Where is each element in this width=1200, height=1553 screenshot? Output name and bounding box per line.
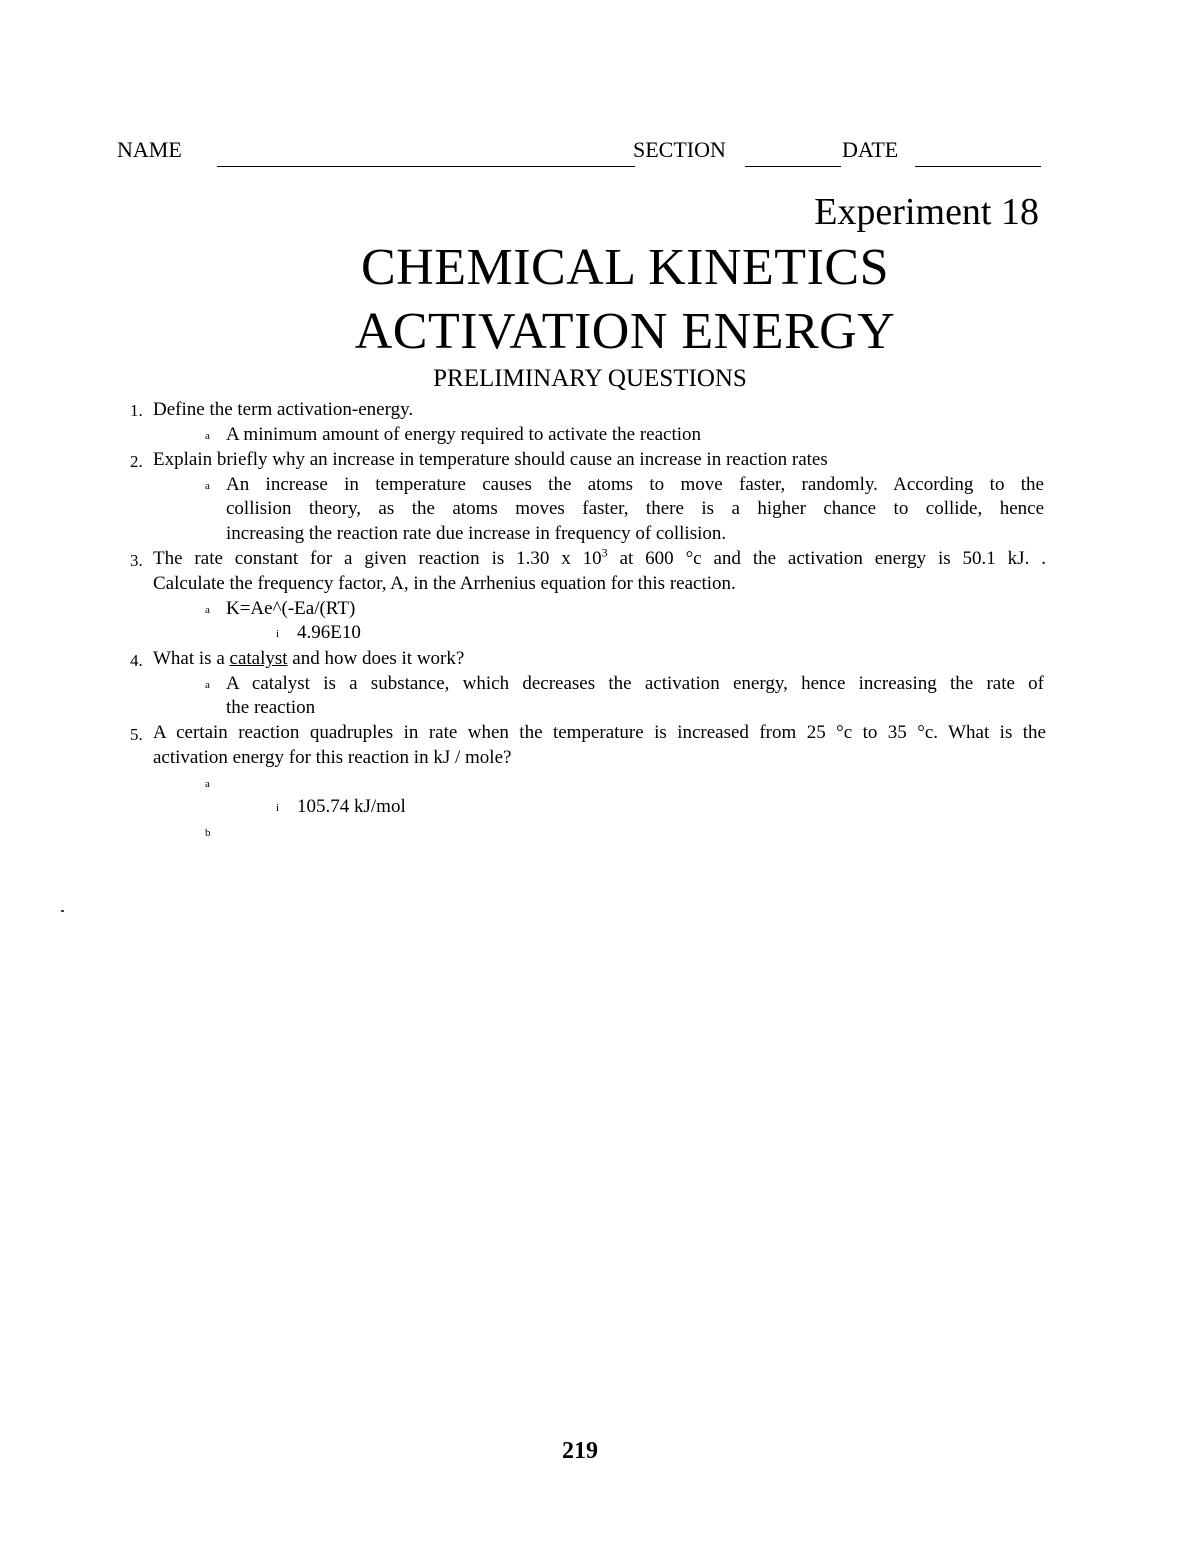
answer-text: K=Ae^(-Ea/(RT) — [226, 598, 356, 619]
subanswer-text: 105.74 kJ/mol — [297, 796, 406, 817]
question-text-part: What is a — [153, 648, 230, 669]
question-text-part: The rate constant for a given reaction is 1.30 x 10 — [153, 548, 602, 569]
section-field[interactable] — [745, 166, 841, 167]
subanswer-text: 4.96E10 — [297, 622, 361, 643]
question-number: 4. — [130, 651, 143, 670]
answer-text: An increase in temperature causes the atoms to move faster, randomly. According to the — [226, 474, 1044, 495]
question-number: 1. — [130, 401, 143, 420]
answer-text: increasing the reaction rate due increase in frequency of collision. — [226, 523, 727, 544]
question-text: A certain reaction quadruples in rate when the temperature is increased from 25 °c to 35 °c. What is the — [153, 722, 1046, 743]
section-label: SECTION — [633, 137, 726, 162]
subanswer-marker: i — [276, 628, 280, 640]
page-title-line2: ACTIVATION ENERGY — [354, 303, 896, 360]
question-number: 2. — [130, 452, 143, 471]
name-field[interactable] — [217, 166, 635, 167]
answer-marker: a — [205, 430, 210, 442]
section-heading: PRELIMINARY QUESTIONS — [433, 365, 747, 392]
answer-marker: b — [205, 827, 211, 839]
date-label: DATE — [842, 137, 899, 162]
answer-marker: a — [205, 604, 210, 616]
subanswer-marker: i — [276, 802, 280, 814]
question-text: Define the term activation-energy. — [153, 399, 414, 420]
question-number: 5. — [130, 725, 143, 744]
answer-text: the reaction — [226, 697, 316, 718]
question-text: activation energy for this reaction in kJ / mole? — [153, 747, 512, 768]
date-field[interactable] — [915, 166, 1041, 167]
question-text — [153, 545, 1046, 570]
underlined-term: catalyst — [229, 648, 288, 669]
stray-mark — [61, 910, 64, 912]
question-text: Calculate the frequency factor, A, in the Arrhenius equation for this reaction. — [153, 573, 736, 594]
answer-text: collision theory, as the atoms moves faster, there is a higher chance to collide, hence — [226, 498, 1044, 519]
question-number: 3. — [130, 551, 143, 570]
question-text-part: at 600 °c and the activation energy is 50.1 kJ. . — [607, 548, 1046, 569]
name-label: NAME — [117, 137, 182, 162]
answer-marker: a — [205, 679, 210, 691]
answer-marker: a — [205, 480, 210, 492]
page-number: 219 — [562, 1438, 598, 1464]
answer-marker: a — [205, 778, 210, 790]
experiment-number: Experiment 18 — [814, 191, 1039, 233]
exponent: 3 — [601, 545, 608, 560]
question-text: Explain briefly why an increase in temperature should cause an increase in reaction rates — [153, 449, 828, 470]
question-text — [153, 648, 464, 670]
page-title-line1: CHEMICAL KINETICS — [361, 239, 889, 296]
question-text-part: and how does it work? — [287, 648, 465, 669]
answer-text: A minimum amount of energy required to activate the reaction — [226, 424, 702, 445]
answer-text: A catalyst is a substance, which decreases the activation energy, hence increasing the rate of — [226, 673, 1044, 694]
